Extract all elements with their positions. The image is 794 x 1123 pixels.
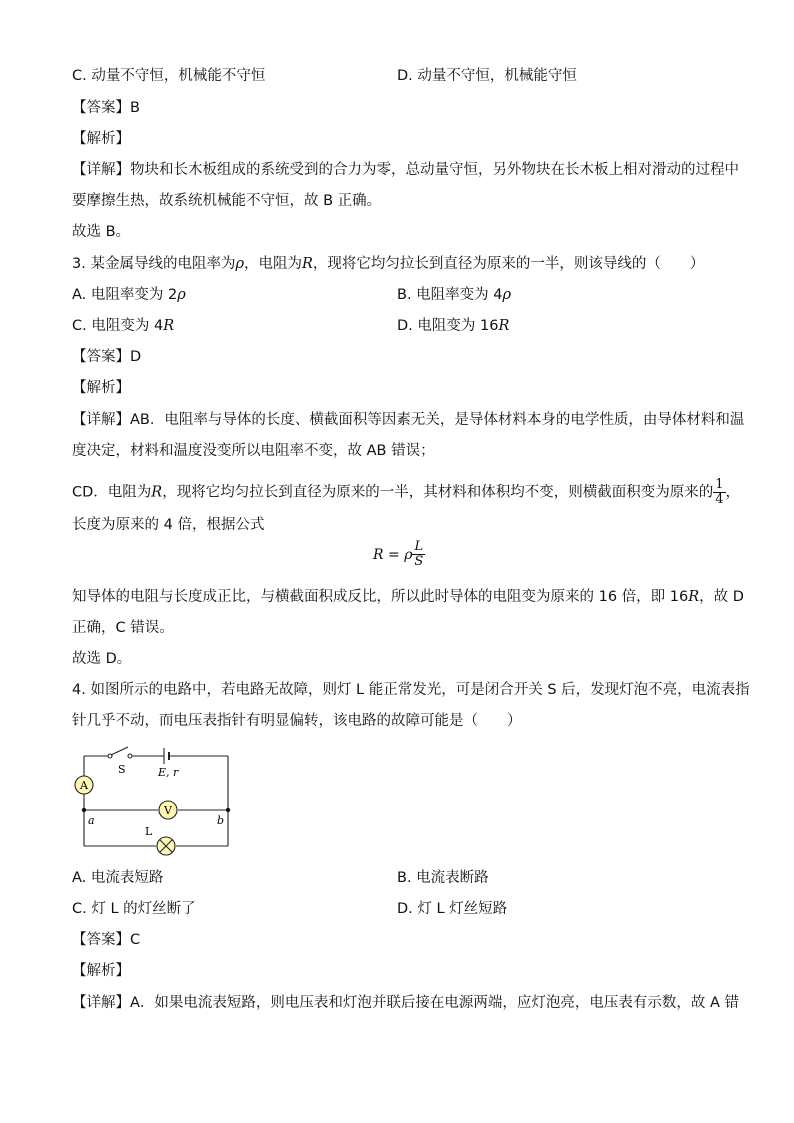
q4-option-d: D. 灯 L 灯丝短路 (397, 901, 508, 917)
q3-stem-part-a: 3. 某金属导线的电阻率为 (72, 256, 236, 272)
circuit-diagram (70, 738, 240, 860)
formula-rho: ρ (404, 546, 413, 563)
formula-denominator: S (414, 554, 424, 569)
q4-stem-line-2: 针几乎不动，而电压表指针有明显偏转，该电路的故障可能是（ ） (72, 713, 522, 729)
quarter-fraction (713, 478, 725, 507)
q2-detail-line-2: 要摩擦生热，故系统机械能不守恒，故 B 正确。 (72, 193, 382, 209)
q3-option-d-text: D. 电阻变为 16 (397, 318, 499, 334)
node-a-label: a (88, 814, 95, 827)
source-label: E, r (158, 766, 179, 779)
q2-option-c: C. 动量不守恒，机械能不守恒 (72, 68, 266, 84)
q3-stem (72, 254, 704, 274)
q3-detail-ab-line-2: 度决定，材料和温度没变所以电阻率不变，故 AB 错误； (72, 443, 435, 459)
q2-option-d: D. 动量不守恒，机械能守恒 (397, 68, 577, 84)
q3-detail-cd-line-3 (72, 587, 744, 607)
q3-stem-part-b: ，电阻为 (243, 256, 302, 272)
q4-detail-line-1: 【详解】A．如果电流表短路，则电压表和灯泡并联后接在电源两端，应灯泡亮，电压表有示数，故 A 错 (72, 995, 740, 1011)
fraction-denominator: 4 (715, 492, 724, 507)
node-b-dot (226, 808, 230, 812)
q3-conclusion: 故选 D。 (72, 651, 132, 667)
q3-detail-cd-line-4: 正确，C 错误。 (72, 620, 174, 636)
q3-option-b-text: B. 电阻率变为 4 (397, 287, 503, 303)
q3-cd-line3-tail: ，故 D (699, 589, 744, 605)
node-a-dot (82, 808, 86, 812)
q3-option-b (397, 285, 511, 305)
q3-option-d (397, 316, 509, 336)
q2-answer: 【答案】B (72, 100, 140, 116)
q3-detail-cd-line-1 (72, 478, 740, 507)
q3-option-c (72, 316, 174, 336)
q4-analysis-heading: 【解析】 (72, 963, 130, 979)
q3-answer: 【答案】D (72, 349, 142, 365)
q2-detail-line-1: 【详解】物块和长木板组成的系统受到的合力为零，总动量守恒，另外物块在长木板上相对滑动的过程中 (72, 162, 739, 178)
rho-symbol: ρ (502, 287, 512, 303)
q3-cd-part-a: CD．电阻为 (72, 484, 152, 501)
lamp-label: L (145, 825, 153, 838)
resistance-symbol: R (688, 589, 700, 605)
resistance-symbol: R (151, 484, 163, 501)
formula-numerator: L (412, 540, 425, 555)
q3-option-a-text: A. 电阻率变为 2 (72, 287, 178, 303)
q3-cd-line3-text: 知导体的电阻与长度成正比，与横截面积成反比，所以此时导体的电阻变为原来的 16 倍，即 16 (72, 589, 689, 605)
q3-option-a (72, 285, 186, 305)
q2-conclusion: 故选 B。 (72, 224, 131, 240)
voltmeter-label: V (164, 804, 172, 817)
q3-stem-part-c: ，现将它均匀拉长到直径为原来的一半，则该导线的（ ） (312, 256, 705, 272)
q2-analysis-heading: 【解析】 (72, 131, 130, 147)
q3-cd-part-c: ， (725, 484, 740, 501)
resistance-formula (373, 540, 425, 569)
q4-answer: 【答案】C (72, 932, 141, 948)
rho-symbol: ρ (177, 287, 186, 303)
q4-option-a: A. 电流表短路 (72, 870, 164, 886)
q3-detail-ab-line-1: 【详解】AB．电阻率与导体的长度、横截面积等因素无关，是导体材料本身的电学性质，由导体材料和温 (72, 412, 745, 428)
q4-stem-line-1: 4. 如图所示的电路中，若电路无故障，则灯 L 能正常发光，可是闭合开关 S 后，发现灯泡不亮，电流表指 (72, 682, 750, 698)
ammeter-label: A (80, 779, 88, 792)
q4-option-b: B. 电流表断路 (397, 870, 489, 886)
resistance-symbol: R (301, 256, 313, 272)
fraction-numerator: 1 (715, 477, 724, 492)
node-b-label: b (217, 814, 225, 827)
switch-blade (111, 747, 128, 755)
formula-fraction (412, 540, 425, 569)
rho-symbol: ρ (235, 256, 244, 272)
q3-detail-cd-line-2: 长度为原来的 4 倍，根据公式 (72, 517, 265, 533)
q4-option-c: C. 灯 L 的灯丝断了 (72, 901, 196, 917)
q3-cd-part-b: ，现将它均匀拉长到直径为原来的一半，其材料和体积均不变，则横截面积变为原来的 (162, 484, 714, 501)
switch-contact (128, 754, 132, 758)
q3-option-c-text: C. 电阻变为 4 (72, 318, 164, 334)
resistance-symbol: R (498, 318, 510, 334)
switch-label: S (118, 763, 126, 776)
resistance-symbol: R (163, 318, 175, 334)
q3-analysis-heading: 【解析】 (72, 380, 130, 396)
formula-lhs: R = (373, 546, 400, 563)
